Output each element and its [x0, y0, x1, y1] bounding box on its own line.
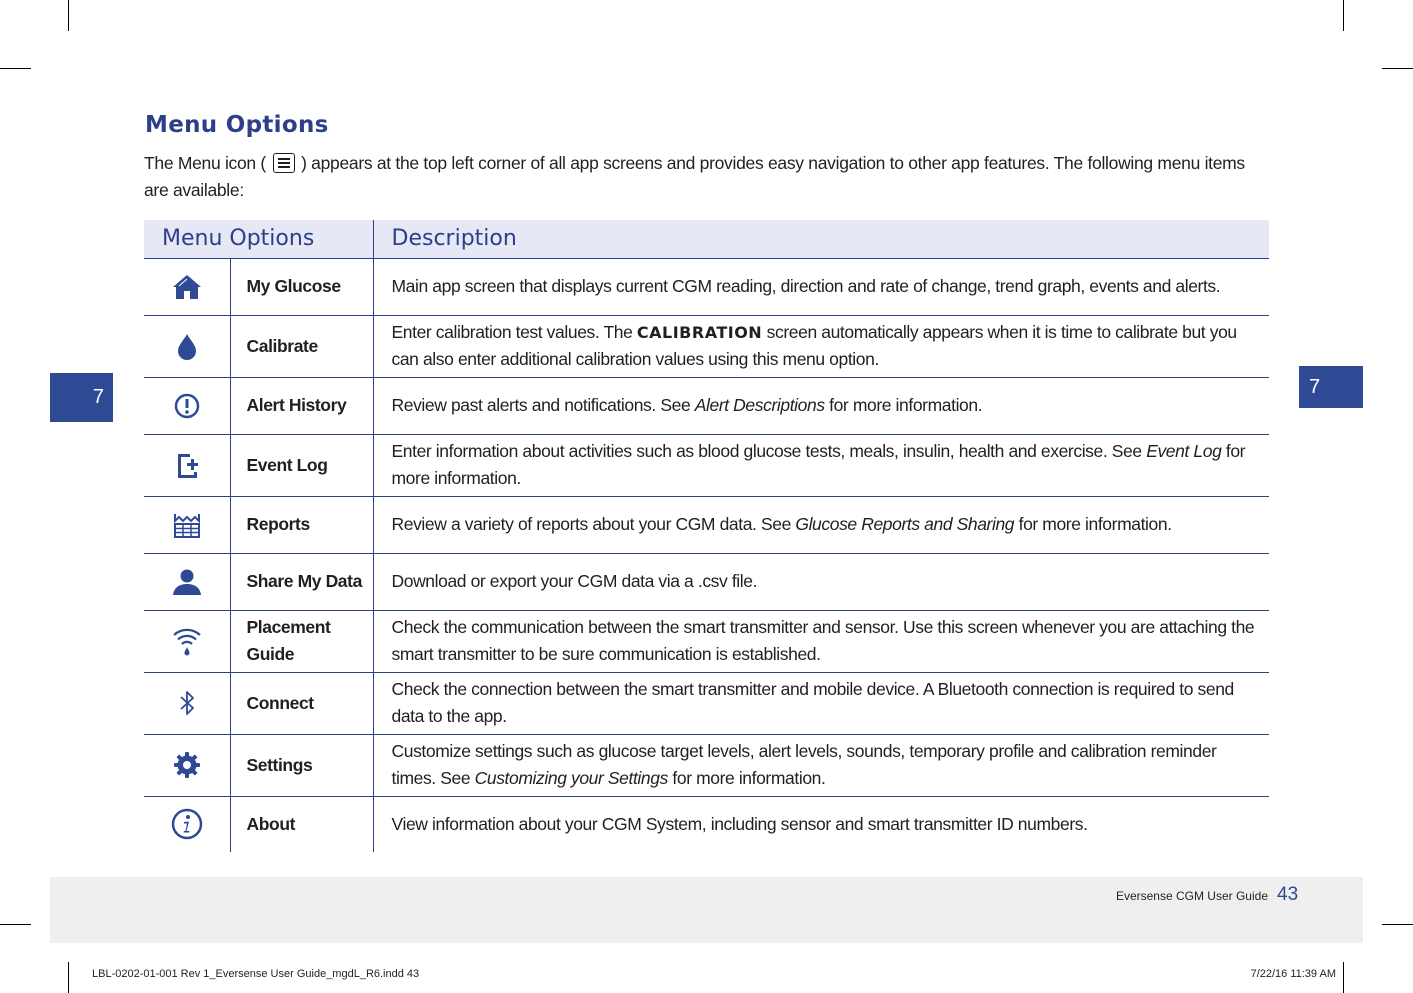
header-description: Description — [373, 220, 1269, 258]
description-text: Check the connection between the smart transmitter and mobile device. A Bluetooth connection is required to send data to the app. — [391, 679, 1234, 726]
menu-options-table — [144, 220, 1269, 852]
menu-option-name: Alert History — [230, 377, 373, 434]
person-icon — [170, 565, 204, 599]
table-row — [144, 315, 1269, 377]
description-text: Review past alerts and notifications. See — [391, 395, 695, 415]
description-text: Check the communication between the smart transmitter and sensor. Use this screen whenever you are attaching the smart transmitter to be sure communication is established. — [391, 617, 1255, 664]
menu-option-description — [373, 734, 1269, 796]
bluetooth-icon — [170, 686, 204, 720]
crop-mark — [1343, 962, 1344, 993]
menu-icon — [273, 153, 295, 173]
menu-option-name: Calibrate — [230, 315, 373, 377]
menu-option-name: Connect — [230, 672, 373, 734]
footer-bar — [50, 877, 1363, 943]
cross-reference: Customizing your Settings — [474, 768, 668, 788]
crop-mark — [68, 962, 69, 993]
menu-option-description — [373, 496, 1269, 553]
crop-mark — [1382, 924, 1413, 925]
description-text: screen automatically appears when it is time to calibrate but you can also enter additional calibration values using this menu option. — [391, 322, 1237, 369]
table-row — [144, 496, 1269, 553]
chapter-tab-right: 7 — [1299, 366, 1363, 408]
menu-option-description — [373, 434, 1269, 496]
description-text: Main app screen that displays current CGM reading, direction and rate of change, trend graph, events and alerts. — [391, 276, 1221, 296]
table-row — [144, 672, 1269, 734]
info-icon — [170, 807, 204, 841]
table-row — [144, 377, 1269, 434]
description-text: Review a variety of reports about your CGM data. See — [391, 514, 796, 534]
crop-mark — [0, 924, 31, 925]
description-text: Customize settings such as glucose target levels, alert levels, sounds, temporary profile and calibration reminder times. See — [391, 741, 1217, 788]
table-row — [144, 258, 1269, 315]
print-slug-file: LBL-0202-01-001 Rev 1_Eversense User Guide_mgdL_R6.indd 43 — [92, 968, 420, 980]
description-text: Download or export your CGM data via a .csv file. — [391, 571, 758, 591]
event-log-icon — [170, 448, 204, 482]
cross-reference: Alert Descriptions — [694, 395, 825, 415]
crop-mark — [1343, 0, 1344, 31]
section-title: Menu Options — [145, 112, 329, 138]
description-text: for more information. — [391, 441, 1246, 488]
home-icon — [170, 270, 204, 304]
menu-option-description — [373, 377, 1269, 434]
gear-icon — [170, 748, 204, 782]
drop-icon — [170, 329, 204, 363]
menu-option-name: Placement Guide — [230, 610, 373, 672]
table-row — [144, 610, 1269, 672]
footer-guide-name: Eversense CGM User Guide — [1115, 889, 1268, 903]
description-text: for more information. — [667, 768, 826, 788]
intro-text-before: The Menu icon ( — [144, 153, 266, 173]
menu-option-name: Reports — [230, 496, 373, 553]
description-text: Enter calibration test values. The — [391, 322, 637, 342]
intro-text-after: ) appears at the top left corner of all app screens and provides easy navigation to other app features. The following menu items are available: — [144, 153, 1245, 200]
description-text: View information about your CGM System, including sensor and smart transmitter ID numbers. — [391, 813, 1088, 834]
chapter-tab-left: 7 — [50, 373, 113, 422]
cross-reference: Glucose Reports and Sharing — [795, 514, 1015, 534]
page-number: 43 — [1277, 884, 1299, 905]
screen-name-caps: CALIBRATION — [636, 323, 763, 342]
menu-option-name: About — [230, 796, 373, 852]
description-text: for more information. — [824, 395, 983, 415]
print-slug-date: 7/22/16 11:39 AM — [1250, 968, 1336, 980]
table-row — [144, 434, 1269, 496]
menu-option-description — [373, 315, 1269, 377]
menu-option-description — [373, 553, 1269, 610]
intro-paragraph — [144, 150, 1264, 204]
menu-option-name: Share My Data — [230, 553, 373, 610]
menu-option-name: My Glucose — [230, 258, 373, 315]
table-row — [144, 553, 1269, 610]
crop-mark — [68, 0, 69, 31]
crop-mark — [0, 68, 31, 69]
description-text: Enter information about activities such as blood glucose tests, meals, insulin, health and exercise. See — [391, 441, 1147, 461]
header-menu-options: Menu Options — [144, 220, 373, 258]
crop-mark — [1382, 68, 1413, 69]
table-row — [144, 796, 1269, 852]
description-text: for more information. — [1014, 514, 1172, 534]
signal-icon — [170, 624, 204, 658]
menu-option-description — [373, 610, 1269, 672]
cross-reference: Event Log — [1146, 441, 1222, 461]
alert-icon — [170, 389, 204, 423]
table-row — [144, 734, 1269, 796]
menu-option-description — [373, 796, 1269, 852]
reports-icon — [170, 508, 204, 542]
menu-option-description — [373, 258, 1269, 315]
menu-option-name: Settings — [230, 734, 373, 796]
menu-option-description — [373, 672, 1269, 734]
menu-option-name: Event Log — [230, 434, 373, 496]
